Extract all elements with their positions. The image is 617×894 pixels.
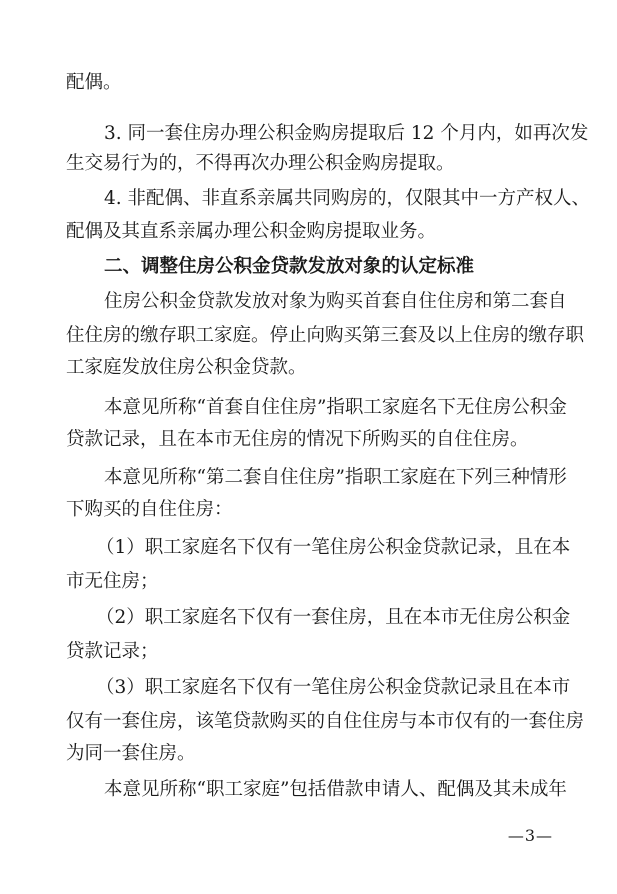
text-line: （1）职工家庭名下仅有一笔住房公积金贷款记录，且在本: [96, 537, 571, 558]
text-line: （3）职工家庭名下仅有一笔住房公积金贷款记录且在本市: [96, 677, 571, 698]
section-heading: 二、调整住房公积金贷款发放对象的认定标准: [104, 256, 475, 277]
text-line: 配偶。: [66, 72, 122, 93]
text-line: 住住房的缴存职工家庭。停止向购买第三套及以上住房的缴存职: [66, 325, 585, 346]
text-line: 市无住房；: [66, 571, 159, 592]
text-line: 生交易行为的，不得再次办理公积金购房提取。: [66, 153, 455, 174]
text-line: 下购买的自住住房：: [66, 499, 233, 520]
text-line: 本意见所称“首套自住住房”指职工家庭名下无住房公积金: [104, 397, 567, 418]
page-number: —3—: [507, 826, 553, 845]
text-line: 4. 非配偶、非直系亲属共同购房的，仅限其中一方产权人、: [104, 188, 591, 209]
text-line: 住房公积金贷款发放对象为购买首套自住住房和第二套自: [104, 291, 567, 312]
text-line: 贷款记录，且在本市无住房的情况下所购买的自住住房。: [66, 429, 529, 450]
text-line: 仅有一套住房，该笔贷款购买的自住住房与本市仅有的一套住房: [66, 711, 585, 732]
text-line: 3. 同一套住房办理公积金购房提取后 12 个月内，如再次发: [104, 123, 589, 144]
text-line: 配偶及其直系亲属办理公积金购房提取业务。: [66, 221, 437, 242]
text-line: 为同一套住房。: [66, 743, 196, 764]
text-line: （2）职工家庭名下仅有一套住房，且在本市无住房公积金: [96, 607, 571, 628]
text-line: 本意见所称“职工家庭”包括借款申请人、配偶及其未成年: [104, 779, 567, 800]
text-line: 工家庭发放住房公积金贷款。: [66, 357, 307, 378]
text-line: 贷款记录；: [66, 641, 159, 662]
text-line: 本意见所称“第二套自住住房”指职工家庭在下列三种情形: [104, 467, 567, 488]
